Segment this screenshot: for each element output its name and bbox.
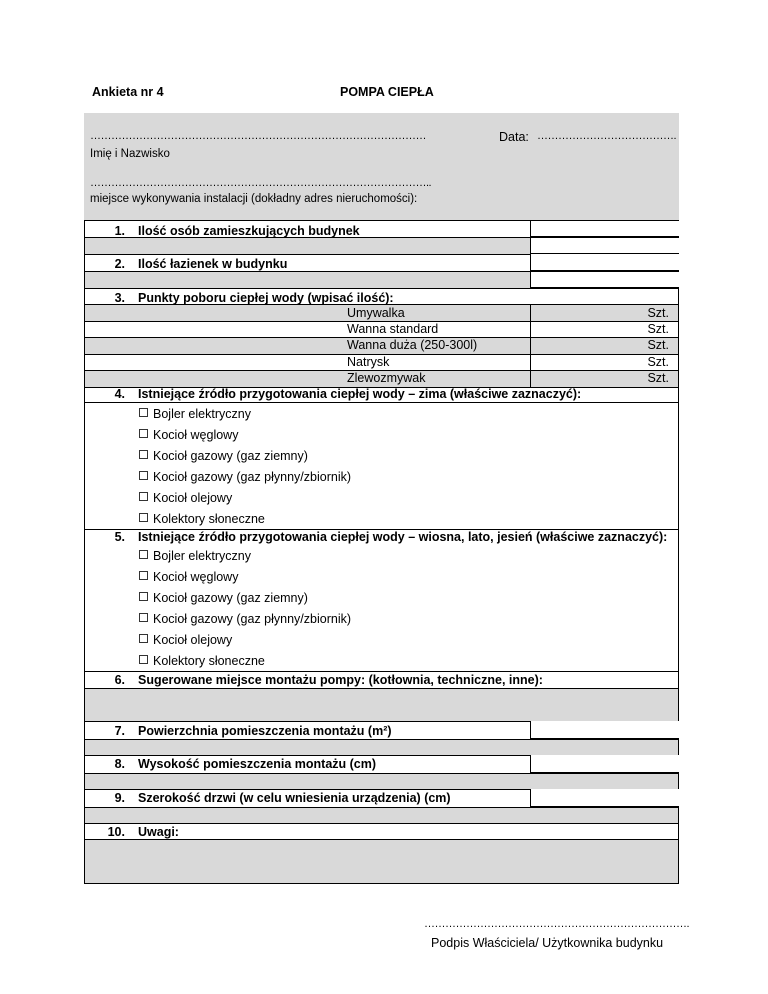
option-label: Kocioł gazowy (gaz ziemny)	[153, 591, 308, 605]
q3-item-wanna-standard: Wanna standard	[347, 322, 439, 336]
q2-answer-field-2[interactable]	[530, 271, 679, 288]
checkbox-icon[interactable]	[139, 429, 148, 438]
q3-unit: Szt.	[647, 338, 669, 352]
q3-number: 3.	[114, 291, 125, 305]
option-label: Kocioł gazowy (gaz ziemny)	[153, 449, 308, 463]
option-label: Kolektory słoneczne	[153, 654, 265, 668]
q3-item-natrysk: Natrysk	[347, 355, 390, 369]
q4-option-gaz-plynny[interactable]	[139, 470, 351, 484]
q3-question: Punkty poboru ciepłej wody (wpisać ilość):	[138, 291, 394, 305]
q5-option-wegiel[interactable]	[139, 570, 238, 584]
signature-label: Podpis Właściciela/ Użytkownika budynku	[431, 936, 664, 950]
survey-table	[84, 220, 679, 884]
q4-option-olejowy[interactable]	[139, 491, 232, 505]
checkbox-icon[interactable]	[139, 592, 148, 601]
q1-answer-field[interactable]	[530, 221, 679, 237]
q3-item-umywalka: Umywalka	[347, 306, 405, 320]
q10-question: Uwagi:	[138, 825, 179, 839]
q5-option-olejowy[interactable]	[139, 633, 232, 647]
q1-number: 1.	[114, 224, 125, 238]
q3-unit: Szt.	[647, 306, 669, 320]
q8-question: Wysokość pomieszczenia montażu (cm)	[138, 757, 377, 771]
q5-option-kolektory[interactable]	[139, 654, 265, 668]
checkbox-icon[interactable]	[139, 571, 148, 580]
checkbox-icon[interactable]	[139, 655, 148, 664]
checkbox-icon[interactable]	[139, 492, 148, 501]
q2-answer-field[interactable]	[530, 254, 679, 271]
q1-question: Ilość osób zamieszkujących budynek	[138, 224, 360, 238]
option-label: Kocioł gazowy (gaz płynny/zbiornik)	[153, 470, 352, 484]
checkbox-icon[interactable]	[139, 634, 148, 643]
q6-number: 6.	[114, 673, 125, 687]
form-title: POMPA CIEPŁA	[340, 85, 434, 99]
q3-item-zlewozmywak: Zlewozmywak	[347, 371, 426, 385]
q2-question: Ilość łazienek w budynku	[138, 257, 288, 271]
option-label: Kocioł olejowy	[153, 633, 233, 647]
checkbox-icon[interactable]	[139, 550, 148, 559]
address-field[interactable]: ……………………………………………………………………………………..	[90, 177, 432, 189]
checkbox-icon[interactable]	[139, 471, 148, 480]
q9-number: 9.	[114, 791, 125, 805]
q9-question: Szerokość drzwi (w celu wniesienia urządzenia) (cm)	[138, 791, 451, 805]
q8-number: 8.	[114, 757, 125, 771]
q4-option-kolektory[interactable]	[139, 512, 265, 526]
checkbox-icon[interactable]	[139, 613, 148, 622]
option-label: Kolektory słoneczne	[153, 512, 265, 526]
checkbox-icon[interactable]	[139, 513, 148, 522]
q5-option-bojler[interactable]	[139, 549, 251, 563]
q10-number: 10.	[107, 825, 125, 839]
option-label: Bojler elektryczny	[153, 407, 251, 421]
option-label: Kocioł gazowy (gaz płynny/zbiornik)	[153, 612, 352, 626]
q4-option-gaz-ziemny[interactable]	[139, 449, 308, 463]
q3-item-wanna-duza: Wanna duża (250-300l)	[347, 338, 478, 352]
q9-answer-field[interactable]	[530, 789, 679, 807]
q6-answer-field[interactable]	[85, 689, 678, 721]
q3-unit: Szt.	[647, 371, 669, 385]
q4-number: 4.	[114, 387, 125, 401]
checkbox-icon[interactable]	[139, 408, 148, 417]
date-field[interactable]: ………………………………….	[537, 130, 677, 142]
option-label: Kocioł węglowy	[153, 428, 239, 442]
option-label: Bojler elektryczny	[153, 549, 251, 563]
q4-option-wegiel[interactable]	[139, 428, 238, 442]
q5-question: Istniejące źródło przygotowania ciepłej wody – wiosna, lato, jesień (właściwe zaznaczyć):	[138, 530, 668, 544]
q7-number: 7.	[114, 724, 125, 738]
q5-option-gaz-ziemny[interactable]	[139, 591, 308, 605]
signature-field[interactable]: ………………………………………………………………….	[424, 918, 690, 930]
option-label: Kocioł węglowy	[153, 570, 239, 584]
q6-question: Sugerowane miejsce montażu pompy: (kotłownia, techniczne, inne):	[138, 673, 543, 687]
name-field[interactable]: ……………………………………………………………………………………	[90, 130, 426, 142]
q10-answer-field[interactable]	[85, 840, 678, 883]
q4-option-bojler[interactable]	[139, 407, 251, 421]
q4-question: Istniejące źródło przygotowania ciepłej wody – zima (właściwe zaznaczyć):	[138, 387, 582, 401]
q7-question: Powierzchnia pomieszczenia montażu (m²)	[138, 724, 392, 738]
q3-unit: Szt.	[647, 322, 669, 336]
q3-unit: Szt.	[647, 355, 669, 369]
q1-answer-field-2[interactable]	[530, 237, 679, 254]
checkbox-icon[interactable]	[139, 450, 148, 459]
q2-number: 2.	[114, 257, 125, 271]
survey-number: Ankieta nr 4	[92, 85, 164, 99]
name-label: Imię i Nazwisko	[90, 148, 170, 160]
q5-option-gaz-plynny[interactable]	[139, 612, 351, 626]
q7-answer-field[interactable]	[530, 721, 679, 739]
date-label: Data:	[499, 130, 529, 144]
q5-number: 5.	[114, 530, 125, 544]
q8-answer-field[interactable]	[530, 755, 679, 773]
address-label: miejsce wykonywania instalacji (dokładny adres nieruchomości):	[90, 193, 418, 205]
option-label: Kocioł olejowy	[153, 491, 233, 505]
